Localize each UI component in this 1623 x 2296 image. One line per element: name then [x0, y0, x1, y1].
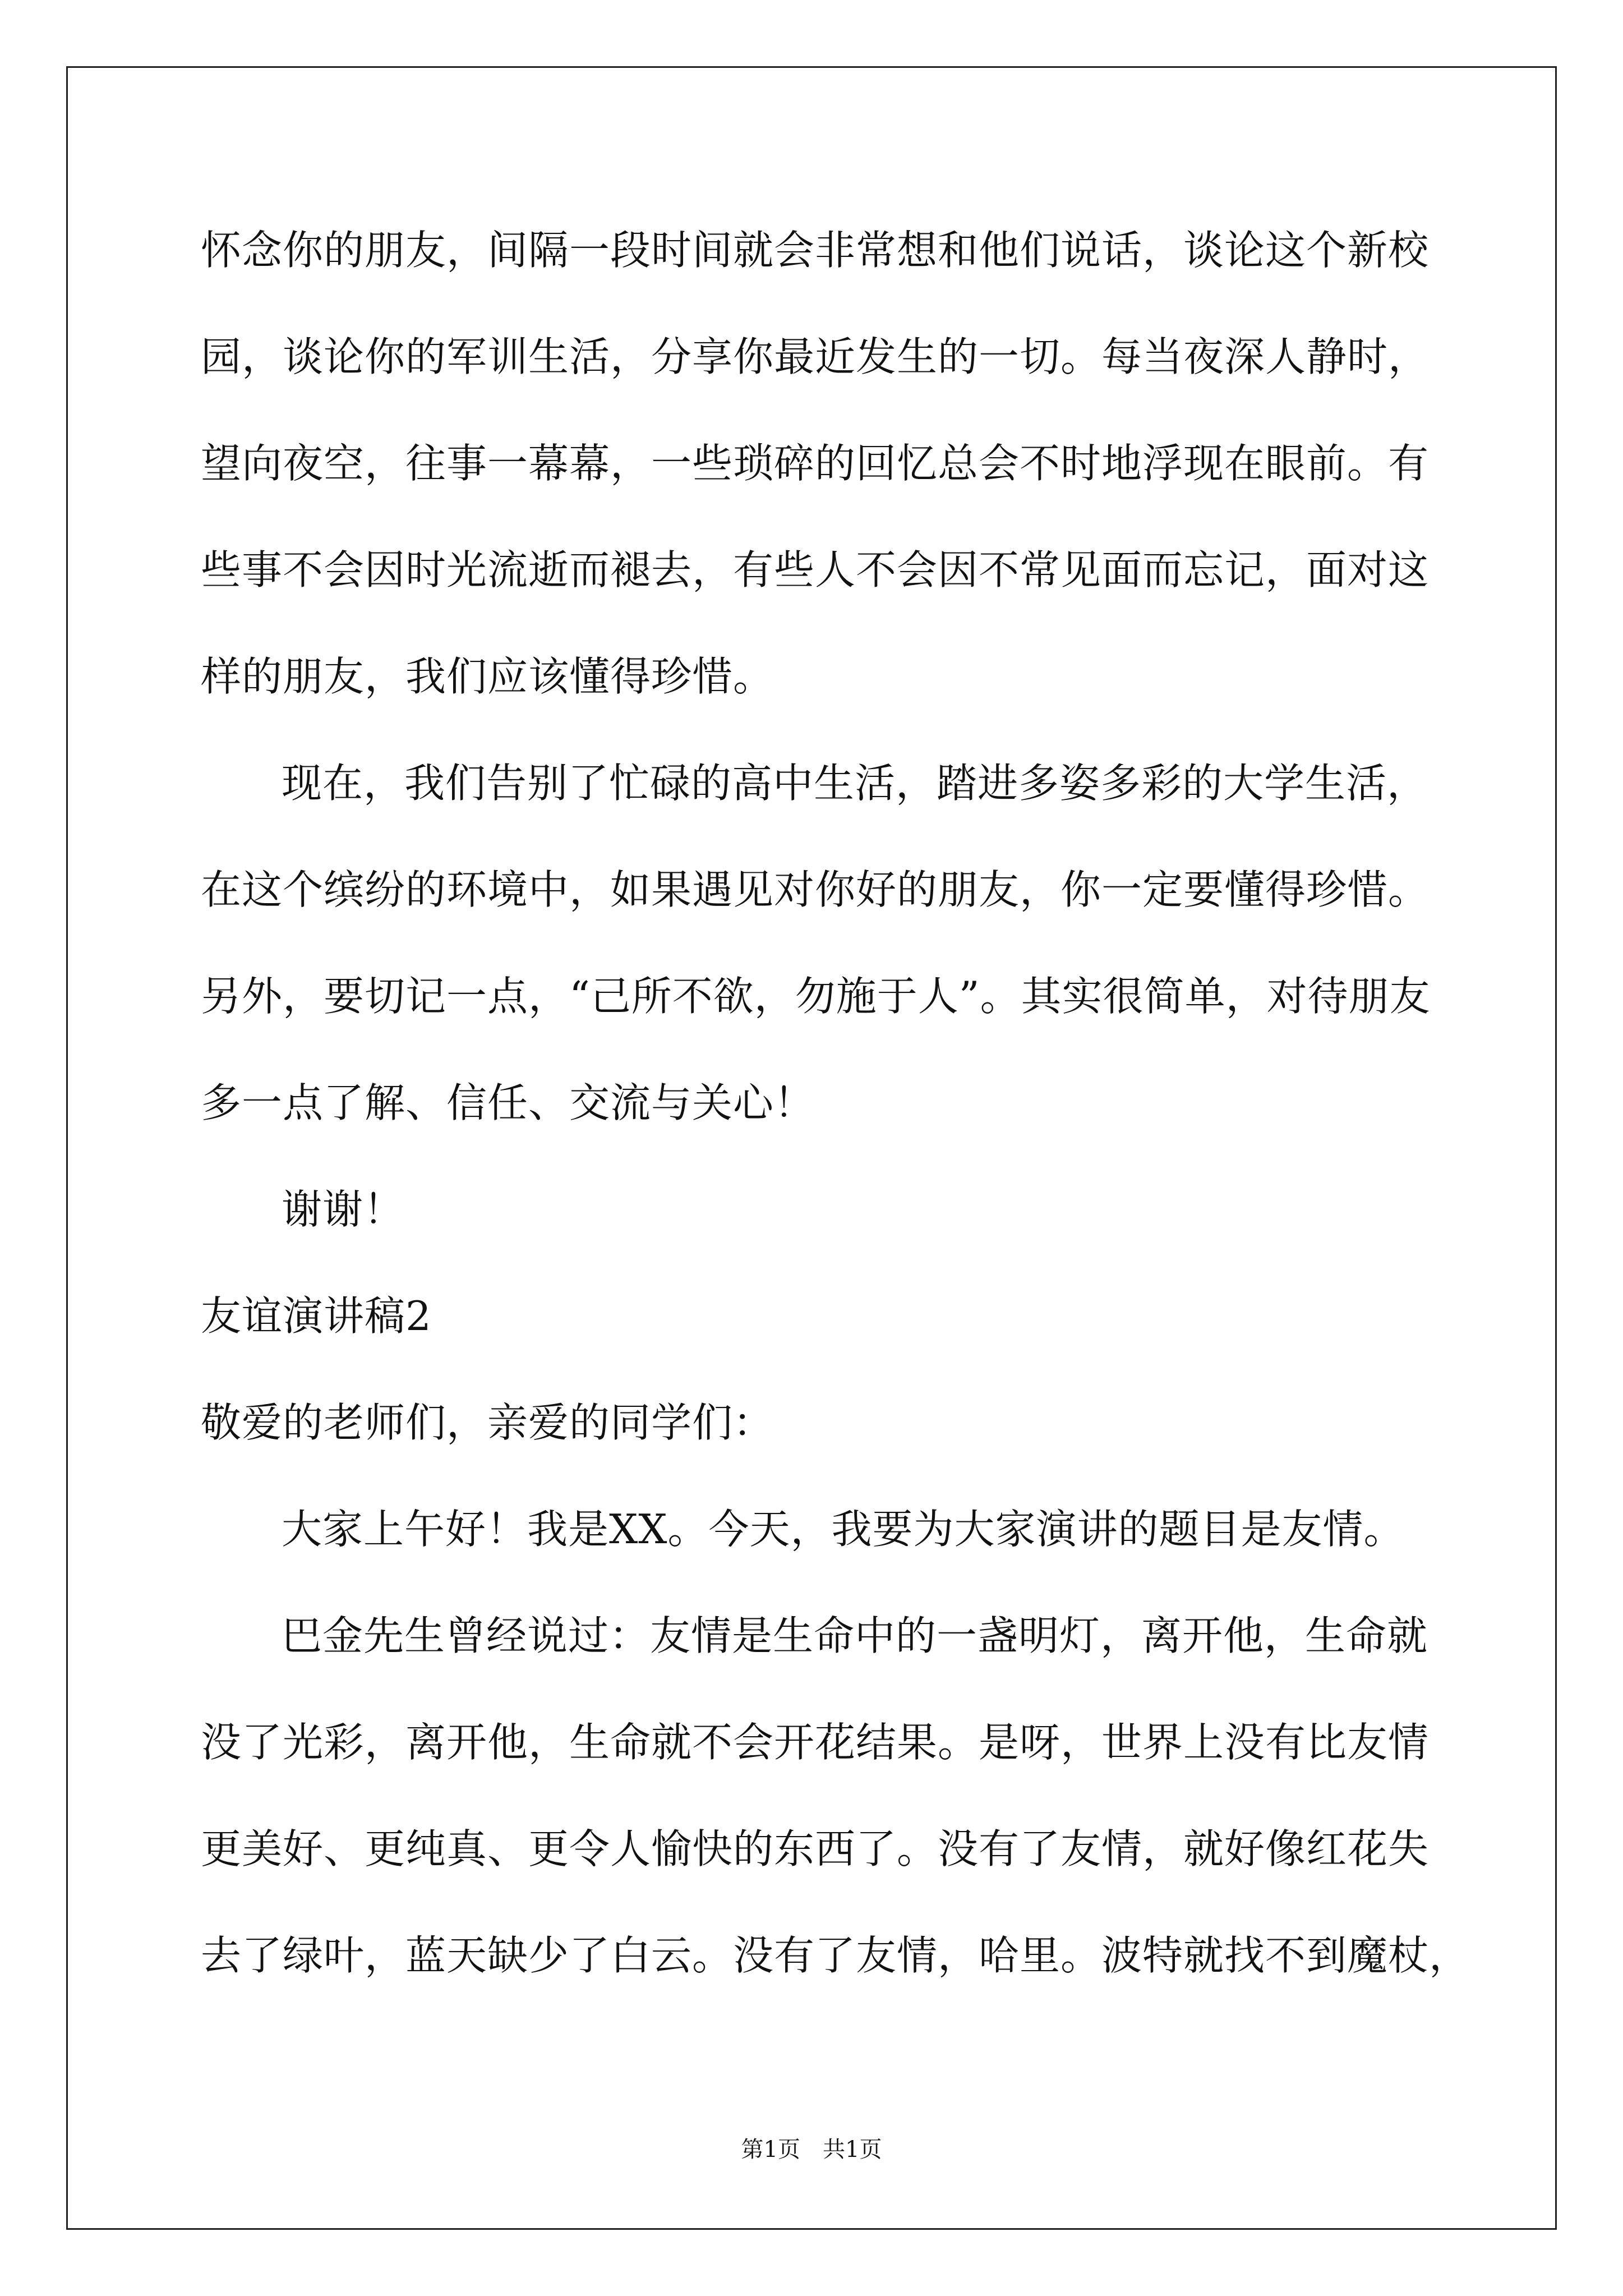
paragraph-start-line: 巴金先生曾经说过：友情是生命中的一盏明灯，离开他，生命就 — [282, 1612, 1428, 1659]
text-line: 多一点了解、信任、交流与关心！ — [201, 1079, 815, 1126]
section-title: 友谊演讲稿2 — [201, 1292, 432, 1340]
text-line: 望向夜空，往事一幕幕，一些琐碎的回忆总会不时地浮现在眼前。有 — [201, 440, 1430, 487]
text-line: 没了光彩，离开他，生命就不会开花结果。是呀，世界上没有比友情 — [201, 1719, 1430, 1766]
text-line: 在这个缤纷的环境中，如果遇见对你好的朋友，你一定要懂得珍惜。 — [201, 866, 1430, 913]
paragraph-start-line: 大家上午好！我是XX。今天，我要为大家演讲的题目是友情。 — [282, 1506, 1405, 1553]
text-line: 去了绿叶，蓝天缺少了白云。没有了友情，哈里。波特就找不到魔杖， — [201, 1932, 1470, 1979]
page-footer: 第1页 共1页 — [741, 2137, 882, 2162]
paragraph-start-line: 现在，我们告别了忙碌的高中生活，踏进多姿多彩的大学生活， — [282, 760, 1428, 807]
text-line: 些事不会因时光流逝而褪去，有些人不会因不常见面而忘记，面对这 — [201, 546, 1430, 593]
text-line: 样的朋友，我们应该懂得珍惜。 — [201, 653, 774, 700]
text-line: 园，谈论你的军训生活，分享你最近发生的一切。每当夜深人静时， — [201, 333, 1430, 380]
text-line: 更美好、更纯真、更令人愉快的东西了。没有了友情，就好像红花失 — [201, 1825, 1430, 1872]
closing-thanks: 谢谢！ — [282, 1186, 405, 1233]
text-line: 另外，要切记一点，“己所不欲，勿施于人”。其实很简单，对待朋友 — [201, 973, 1431, 1020]
salutation: 敬爱的老师们，亲爱的同学们： — [201, 1399, 774, 1446]
page-border — [66, 66, 1557, 2230]
text-line: 怀念你的朋友，间隔一段时间就会非常想和他们说话，谈论这个新校 — [201, 227, 1430, 274]
